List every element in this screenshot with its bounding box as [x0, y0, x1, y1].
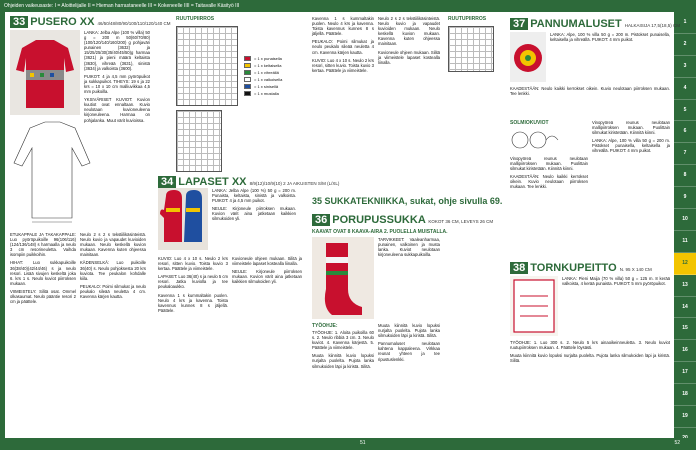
- side-tab-1: 1: [674, 12, 696, 34]
- side-tab-17: 17: [674, 362, 696, 384]
- sweater-photo: [10, 30, 80, 115]
- side-tab-19: 19: [674, 406, 696, 428]
- side-tab-14: 14: [674, 297, 696, 319]
- section-35-heading: 35 SUKKATEKNIIKKA, sukat, ohje sivulla 69.: [312, 196, 503, 206]
- legend-swatch: [244, 56, 251, 61]
- legend-swatch: [244, 77, 251, 82]
- side-tab-13: 13: [674, 275, 696, 297]
- chart-label-1: RUUTUPIIRROS: [176, 16, 215, 22]
- chart-legend: [244, 56, 282, 98]
- legend-item: [244, 63, 282, 68]
- section-34-heading: 34 LAPASET XX 8/9(12)/10/9(10) 2 JA AIKUISTEN S/M (L/XL): [158, 176, 339, 188]
- section-37-heading: 37 PANNUMALUSET HALKAISIJA 17,5(18,5) CM: [510, 18, 680, 30]
- pattern-36-intro: TARVIKKEET: Vaaleanharmaa, punainen, valkoinen ja musta lanka. Kuviot neulotaan kirjoneuleena sukkapuikoilla.: [378, 237, 440, 258]
- legend-item: [244, 56, 282, 61]
- legend-label: = 1 x mustalla: [254, 91, 279, 96]
- pattern-37-body: KAADESTÄÄN: Neulo kaikki kerrokset oikein. Kuvio neulotaan piirroksen mukaan. Tee lenkki.: [510, 86, 670, 97]
- pattern-34-col1: KUVIO: Luo 4 x 10 s. Neulo 2 krs resori, sitten kuvio. Toista kuvio 3 kertaa. Päättele ja viimeistele. LAPASET: Luo 36(40) s ja neulo 5 cm resori. Jatka kuviolla ja tee peukaloaukko. Kavenna 1 s kummaltakin puolen. Neulo 4 krs ja kavenna. Toista kavennus kunnes 8 s jäljellä. Päättele.: [158, 256, 228, 313]
- pattern-33-col1: ETUKAPPALE JA TAKAKAPPALE: Luo pyöröpuikoille 96(106/116)(124/136/148) s harmaalla ja neulo 3 cm resorineuletta. Vaihda isompiin puikkoihin. HIHAT: Luo sukkapuikoille 36(38/40)(42/44/46) s ja neulo resori. Lisää sivujen keskeltä joka 6. krs 1 s. Neulo kuviot piirroksen mukaan. VIIMEISTELY: Silitä osat. Ommel olkasaumat. Neulo pääntie resori 2 cm ja päättele.: [10, 232, 76, 305]
- legend-label: = 1 x valkoisella: [254, 77, 283, 82]
- potholder-photo: [510, 32, 546, 82]
- sweater-schematic: [10, 118, 95, 228]
- side-tab-2: 2: [674, 34, 696, 56]
- side-tab-10: 10: [674, 209, 696, 231]
- legend-item: [244, 91, 282, 96]
- colour-chart-1: [176, 26, 238, 106]
- side-tab-9: 9: [674, 187, 696, 209]
- mittens-photo: [158, 188, 208, 250]
- legend-swatch: [244, 84, 251, 89]
- page-number-right: 52: [674, 440, 680, 446]
- knot-patterns-label: SOLMIOKUVIOT: [510, 120, 549, 126]
- side-tab-6: 6: [674, 121, 696, 143]
- blanket-photo: [510, 276, 558, 336]
- side-tab-4: 4: [674, 78, 696, 100]
- legend-item: [244, 70, 282, 75]
- colour-chart-2: [176, 110, 222, 172]
- side-tab-3: 3: [674, 56, 696, 78]
- side-tab-5: 5: [674, 100, 696, 122]
- side-tab-16: 16: [674, 340, 696, 362]
- pattern-34-col3: Kavenna 1 s kummaltakin puolen. Neulo 4 krs ja kavenna. Toista kavennus kunnes 8 s jäljellä. Päättele. PEUKALO: Poimi silmukat ja neulo peukalo sileää neuletta 4 cm. Kavenna kärjen kautta. KUVIO: Luo 4 x 10 s. Neulo 2 krs resori, sitten kuvio. Toista kuvio 3 kertaa. Päättele ja viimeistele.: [312, 16, 374, 73]
- knot-diagram: [510, 128, 560, 152]
- pattern-33-intro: LANKA: Jelba Alpe (100 % villa) 50 g = 200 m 50(60/70/80)(100/120/140/160/200) g pohjaväri punainen (3632) ja 15/25/25/30(35/40/45/50)g harmaa (3621) ja pieni määrä keltaista (3630), vihreää (3631), sinistä (3634) ja valkoista (3600). PUIKOT: 4 ja 4,5 mm pyöröpuikot ja sukkapuikot. TIHEYS: 19 s ja 22 krs = 10 x 10 cm malliuvikkaa 4,5 mm puikoilla. YKSIVÄRISET KUVIOT: Kuvion kuutiot ovat ennaltaan. Kuvio neulotaan kuvioneuleena kirjoneuleena. Harmaa on pohjalanka. Muut värit kuvioissa.: [84, 30, 150, 123]
- side-tab-11: 11: [674, 231, 696, 253]
- legend-label: = 1 x sinisellä: [254, 84, 279, 89]
- section-36-heading: 36 PORUPUSSUKKA KOKOT 36 CM, LEVEYS 26 CM: [312, 214, 493, 226]
- pattern-37-col1: Vinopyöreä reunus neulotaan mallipiirroksen mukaan. Puolittain silmukat kiristetään. Kiinnitä kiinni. KAADESTÄÄN: Neulo kaikki kerrokset oikein. Kuvio neulotaan piirroksen mukaan. Tee lenkki.: [510, 156, 588, 190]
- colour-chart-3: [448, 26, 494, 72]
- pattern-33-col2: Neulo 2 s 2 s tekstiilikäsinteistä. Neulo kuvio ja vapaudet kuvioiden mukaan. Neulo keskellä kuvion mukaan. Kavenna kuten ohjeessa mainitaan. KÄDENSELKÄ: Luo puikoille 36(40) s. Neulo pohjoksesta 20 krs kuviota. Tee peukalon kohdalle kiila. PEUKALO: Poimi silmukat ja neulo peukalo sileää neuletta 4 cm. Kavenna kärjen kautta.: [80, 232, 146, 300]
- legend-label: = 1 x vihreällä: [254, 70, 279, 75]
- side-tab-index: [674, 12, 696, 450]
- legend-item: [244, 84, 282, 89]
- legend-swatch: [244, 63, 251, 68]
- page-number-left: 51: [360, 440, 366, 446]
- pattern-36-col2: Muuta kiinnitä kuvio lopuksi nurjalta puolelta. Pujota lanka silmukoiden läpi ja kiristä. Silitä. Pannumaluset neulotaan kahtena kappaleena. Virkkaa reunat yhteen ja tee ripustuslenkki.: [378, 323, 440, 362]
- bottom-bar: [0, 438, 696, 450]
- side-tab-7: 7: [674, 143, 696, 165]
- section-36-note: KAAVAT OVAT 8 KAAVA-AIRA 2. PUOLELLA MUISTALLA.: [312, 229, 448, 235]
- pattern-38-body: TYÖOHJE: 1. Luo 300 s. 2. Neulo 5 krs ainaoikeinneuletta. 3. Neulo kuviot ruutupiirroksen mukaan. 4. Päättele löysästi. Muuta kiinnitä kuvio lopuksi nurjalta puolelta. Pujota lanka silmukoiden läpi ja kiristä. Silitä.: [510, 340, 670, 364]
- pattern-37-col2: Vinopyöreä reunus neulotaan mallipiirroksen mukaan. Puolittain silmukat kiristetään. Kiinnitä kiinni. LANKA: Alpe, 100 % villa 50 g = 200 m. Pistokset punaisella, keltaisella ja vihreällä. PUIKOT: 4 mm puikot.: [592, 120, 670, 154]
- pattern-34-intro: LANKA: Jelba Alpe (100 %) 50 g = 200 m. Punaista, keltaista, sinistä ja valkoista. PUIKOT: 4 ja 4,5 mm puikot. NEULE: Kirjoneule piirroksen mukaan. Kuvion värit aina jatketaan kaikkien silmukoiden yli.: [212, 188, 296, 222]
- chart-label-2: RUUTUPIIRROS: [448, 16, 487, 22]
- side-tab-8: 8: [674, 165, 696, 187]
- top-banner: Ohjeiden vaikeusaste: I = Aloittelijalle II = Hieman harrastaneelle III = Kokeneelle IIII = Taitavalle Käsityö III: [0, 0, 696, 12]
- pattern-38-intro: LANKA: Pieni Maija (70 % villa) 50 g = 125 m. 8 kerää valkoista, 4 kerää punaista. PUIKOT: 5 mm pyöröpuikot.: [562, 276, 670, 287]
- side-tab-18: 18: [674, 384, 696, 406]
- legend-label: = 1 x punaisella: [254, 56, 282, 61]
- legend-swatch: [244, 91, 251, 96]
- work-instructions-label: TYÖOHJE:: [312, 323, 338, 329]
- pattern-36-col1: TYÖOHJE: 1. Aloita puikoilla 60 s. 2. Neulo ribbiä 3 cm. 3. Neulo kuviot. 4. Kavenna kärjestä. 5. Päättele ja viimeistele. Muuta kiinnitä kuvio lopuksi nurjalta puolelta. Pujota lanka silmukoiden läpi ja kiristä. Silitä.: [312, 330, 374, 369]
- left-margin-strip: [0, 12, 5, 450]
- pattern-34-col2: Kuvioneule ohjeen mukaan. Silitä ja viimeistele lapaset kostealla liinalla. NEULE: Kirjoneule piirroksen mukaan. Kuvion värit aina jatketaan kaikkien silmukoiden yli.: [232, 256, 302, 285]
- pattern-37-intro: LANKA: Alpe, 100 % villa 50 g = 200 m. Pistokset punaisella, keltaisella ja vihreällä. PUIKOT: 4 mm puikot.: [550, 32, 670, 43]
- side-tab-15: 15: [674, 318, 696, 340]
- legend-label: = 1 x keltaisella: [254, 63, 282, 68]
- section-33-heading: 33 PUSERO XX 46/50/48/80/90/100/110/120/140 CM: [10, 16, 170, 28]
- pattern-34-col4: Neulo 2 s 2 s tekstiilikäsinteistä. Neulo kuvio ja vapaudet kuvioiden mukaan. Neulo keskellä kuvion mukaan. Kavenna kuten ohjeessa mainitaan. Kuvioneule ohjeen mukaan. Silitä ja viimeistele lapaset kostealla liinalla.: [378, 16, 440, 65]
- section-38-heading: 38 TORNKUPEITTO N. 95 X 140 CM: [510, 262, 652, 274]
- legend-swatch: [244, 70, 251, 75]
- sock-photo: [312, 237, 374, 319]
- side-tab-12: 12: [674, 253, 696, 275]
- legend-item: [244, 77, 282, 82]
